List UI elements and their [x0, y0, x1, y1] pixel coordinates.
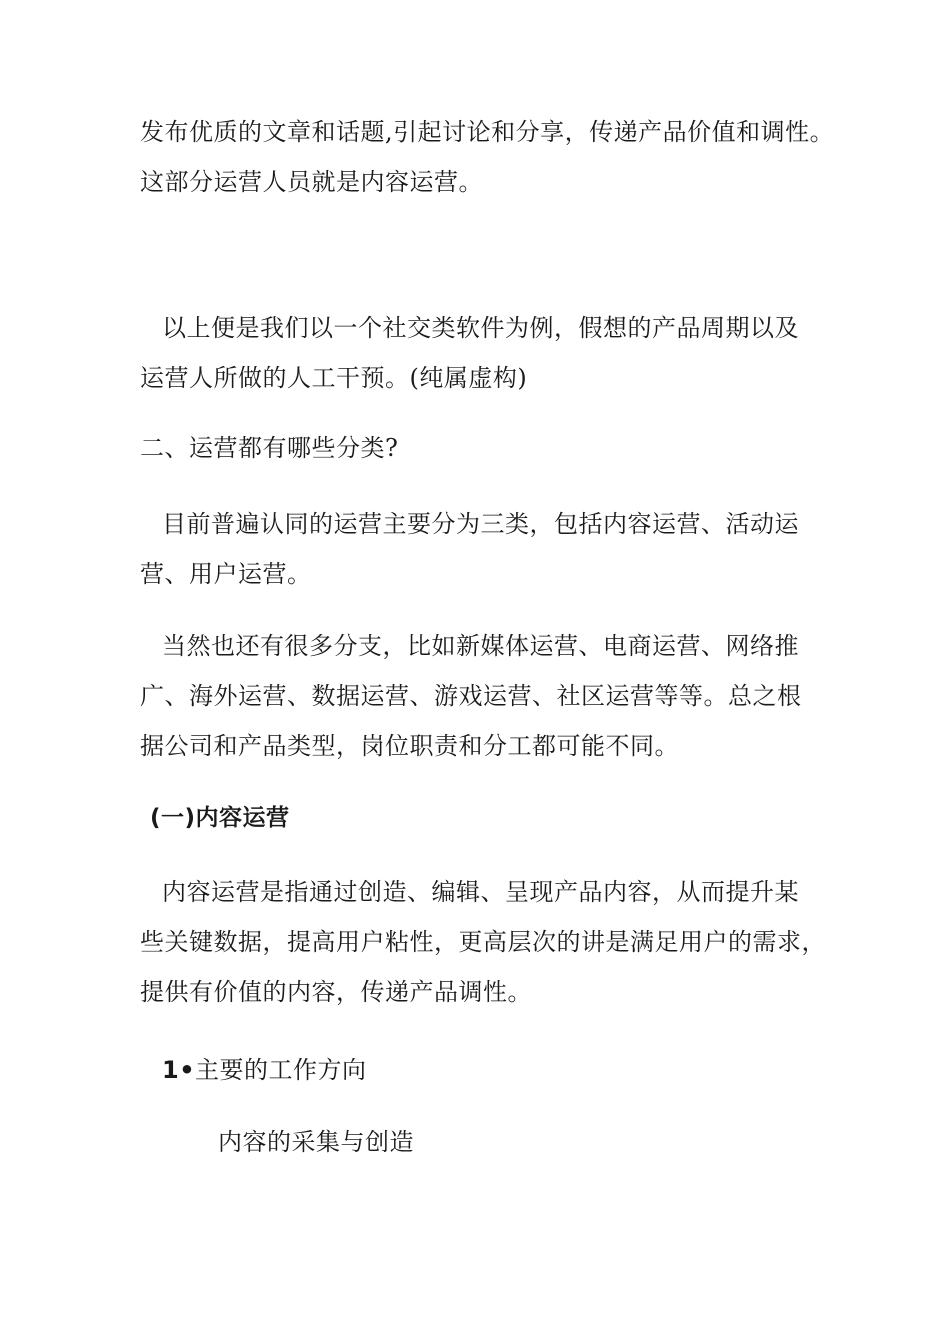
- paragraph-line: 运营人所做的人工干预。(纯属虚构): [140, 364, 528, 392]
- paragraph-line: 当然也还有很多分支，比如新媒体运营、电商运营、网络推: [162, 632, 799, 660]
- subsection-heading: (一)内容运营: [150, 805, 290, 831]
- section-heading: 二、运营都有哪些分类?: [140, 434, 399, 462]
- paragraph-line: 以上便是我们以一个社交类软件为例，假想的产品周期以及: [162, 314, 799, 342]
- paragraph-line: 目前普遍认同的运营主要分为三类，包括内容运营、活动运: [162, 510, 799, 538]
- paragraph-line: 这部分运营人员就是内容运营。: [140, 168, 483, 196]
- paragraph-line: 内容运营是指通过创造、编辑、呈现产品内容，从而提升某: [162, 878, 799, 906]
- paragraph-line: 营、用户运营。: [140, 560, 312, 588]
- list-item: [162, 1054, 367, 1086]
- paragraph-line: 发布优质的文章和话题,引起讨论和分享，传递产品价值和调性。: [140, 118, 835, 146]
- paragraph-line: 据公司和产品类型，岗位职责和分工都可能不同。: [140, 732, 679, 760]
- paragraph-line: 提供有价值的内容，传递产品调性。: [140, 978, 532, 1006]
- list-item-text: 主要的工作方向: [195, 1056, 367, 1084]
- paragraph-line: 些关键数据，提高用户粘性，更高层次的讲是满足用户的需求，: [140, 928, 826, 956]
- sub-list-item: 内容的采集与创造: [218, 1128, 414, 1156]
- paragraph-line: 广、海外运营、数据运营、游戏运营、社区运营等等。总之根: [140, 682, 802, 710]
- list-number: 1•: [162, 1056, 196, 1084]
